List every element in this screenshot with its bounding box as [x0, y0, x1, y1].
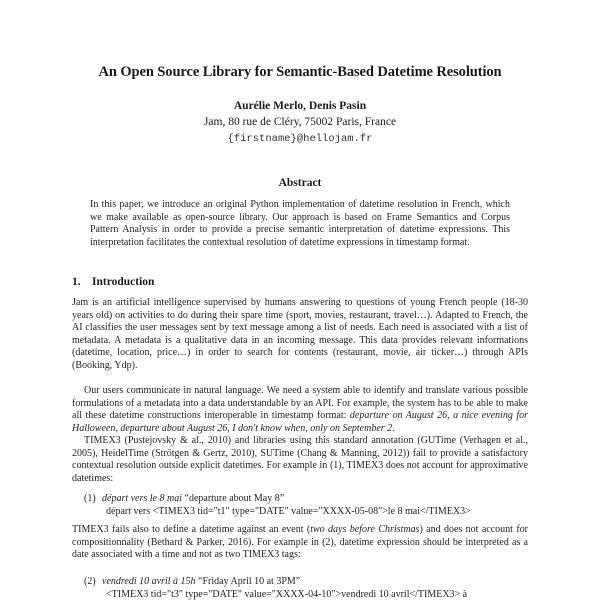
- example-1: [84, 493, 528, 518]
- intro-paragraph-4: [72, 524, 528, 562]
- paper-title: An Open Source Library for Semantic-Based Datetime Resolution: [98, 64, 502, 80]
- p4-text-b: ) and does not account for compositionnality (Bethard & Parker, 2016). For example in (2), datetime expression should be interpreted as a date associated with a time and not as two TIMEX3 tags:: [72, 524, 528, 561]
- paper-email: {firstname}@hellojam.fr: [227, 133, 373, 145]
- abstract-text: In this paper, we introduce an original Python implementation of datetime resolution in French, which we make available as open-source library. Our approach is based on Frame Semantics and Corpus Pattern Analysis in order to provide a precise semantic interpretation of datetime expressions. This interpretation facilitates the contextual resolution of datetime expressions in timestamp format.: [90, 199, 510, 248]
- example-2: [84, 576, 528, 601]
- example-1-tag: départ vers <TIMEX3 tid="t1" type="DATE" value="XXXX-05-08">le 8 mai</TIMEX3>: [106, 505, 471, 517]
- intro-paragraph-1: Jam is an artificial intelligence supervised by humans answering to questions of young French people (18-30 years old) on activities to do during their spare time (sport, movies, restaurant, travel…). Adapted to French, the AI classifies the user messages sent by text message among a list of needs. Each need is associated with a list of metadata. A metadata is a qualitative data in an incoming message. This data provides relevant informations (datetime, location, price…) in order to search for contents (restaurant, movie, air ticker…) through APIs (Booking, Ydp).: [72, 297, 528, 371]
- example-2-number: (2): [84, 576, 96, 587]
- example-1-gloss: “departure about May 8”: [184, 493, 285, 504]
- example-1-french: départ vers le 8 mai: [102, 493, 182, 504]
- section-heading-introduction: [72, 276, 154, 288]
- section-number: 1.: [72, 276, 81, 288]
- intro-paragraph-2: [72, 385, 528, 435]
- intro-paragraph-3: TIMEX3 (Pustejovsky & al., 2010) and libraries using this standard annotation (GUTime (Verhagen et al., 2005), HeidelTime (Strötgen & Gertz, 2010), SUTime (Chang & Manning, 2012)) fail to provide a satisfactory contextual resolution outside explicit datetimes. For example in (1), TIMEX3 does not account for approximative datetimes:: [72, 435, 528, 484]
- example-2-french: vendredi 10 avril à 15h: [102, 576, 196, 587]
- example-1-line-1: [84, 493, 528, 506]
- example-2-tag: <TIMEX3 tid="t3" type="DATE" value="XXXX-04-10">vendredi 10 avril</TIMEX3> à: [106, 588, 468, 600]
- paper-affiliation: Jam, 80 rue de Cléry, 75002 Paris, France: [203, 116, 397, 128]
- p2-text: Our users communicate in natural language. We need a system able to identify and translate various possible formulations of a metadata into a data understandable by an API. For example, the system has to be able to make all these datetime constructions interoperable in timestamp format:: [72, 385, 528, 422]
- paper-authors: Aurélie Merlo, Denis Pasin: [233, 100, 367, 112]
- abstract-heading: Abstract: [278, 177, 322, 189]
- example-2-gloss: “Friday April 10 at 3PM”: [198, 576, 301, 587]
- p4-text-a: TIMEX3 fails also to define a datetime against an event (: [72, 524, 311, 535]
- p4-italic: two days before Christmas: [310, 524, 420, 535]
- section-title: Introduction: [92, 276, 155, 288]
- p2-italic: departure on August 26, a nice evening for Halloween, departure about August 26, I don't know when, only on September 2: [72, 410, 528, 434]
- p2-end: .: [392, 422, 395, 434]
- example-2-line-1: [84, 576, 528, 589]
- example-1-number: (1): [84, 493, 96, 504]
